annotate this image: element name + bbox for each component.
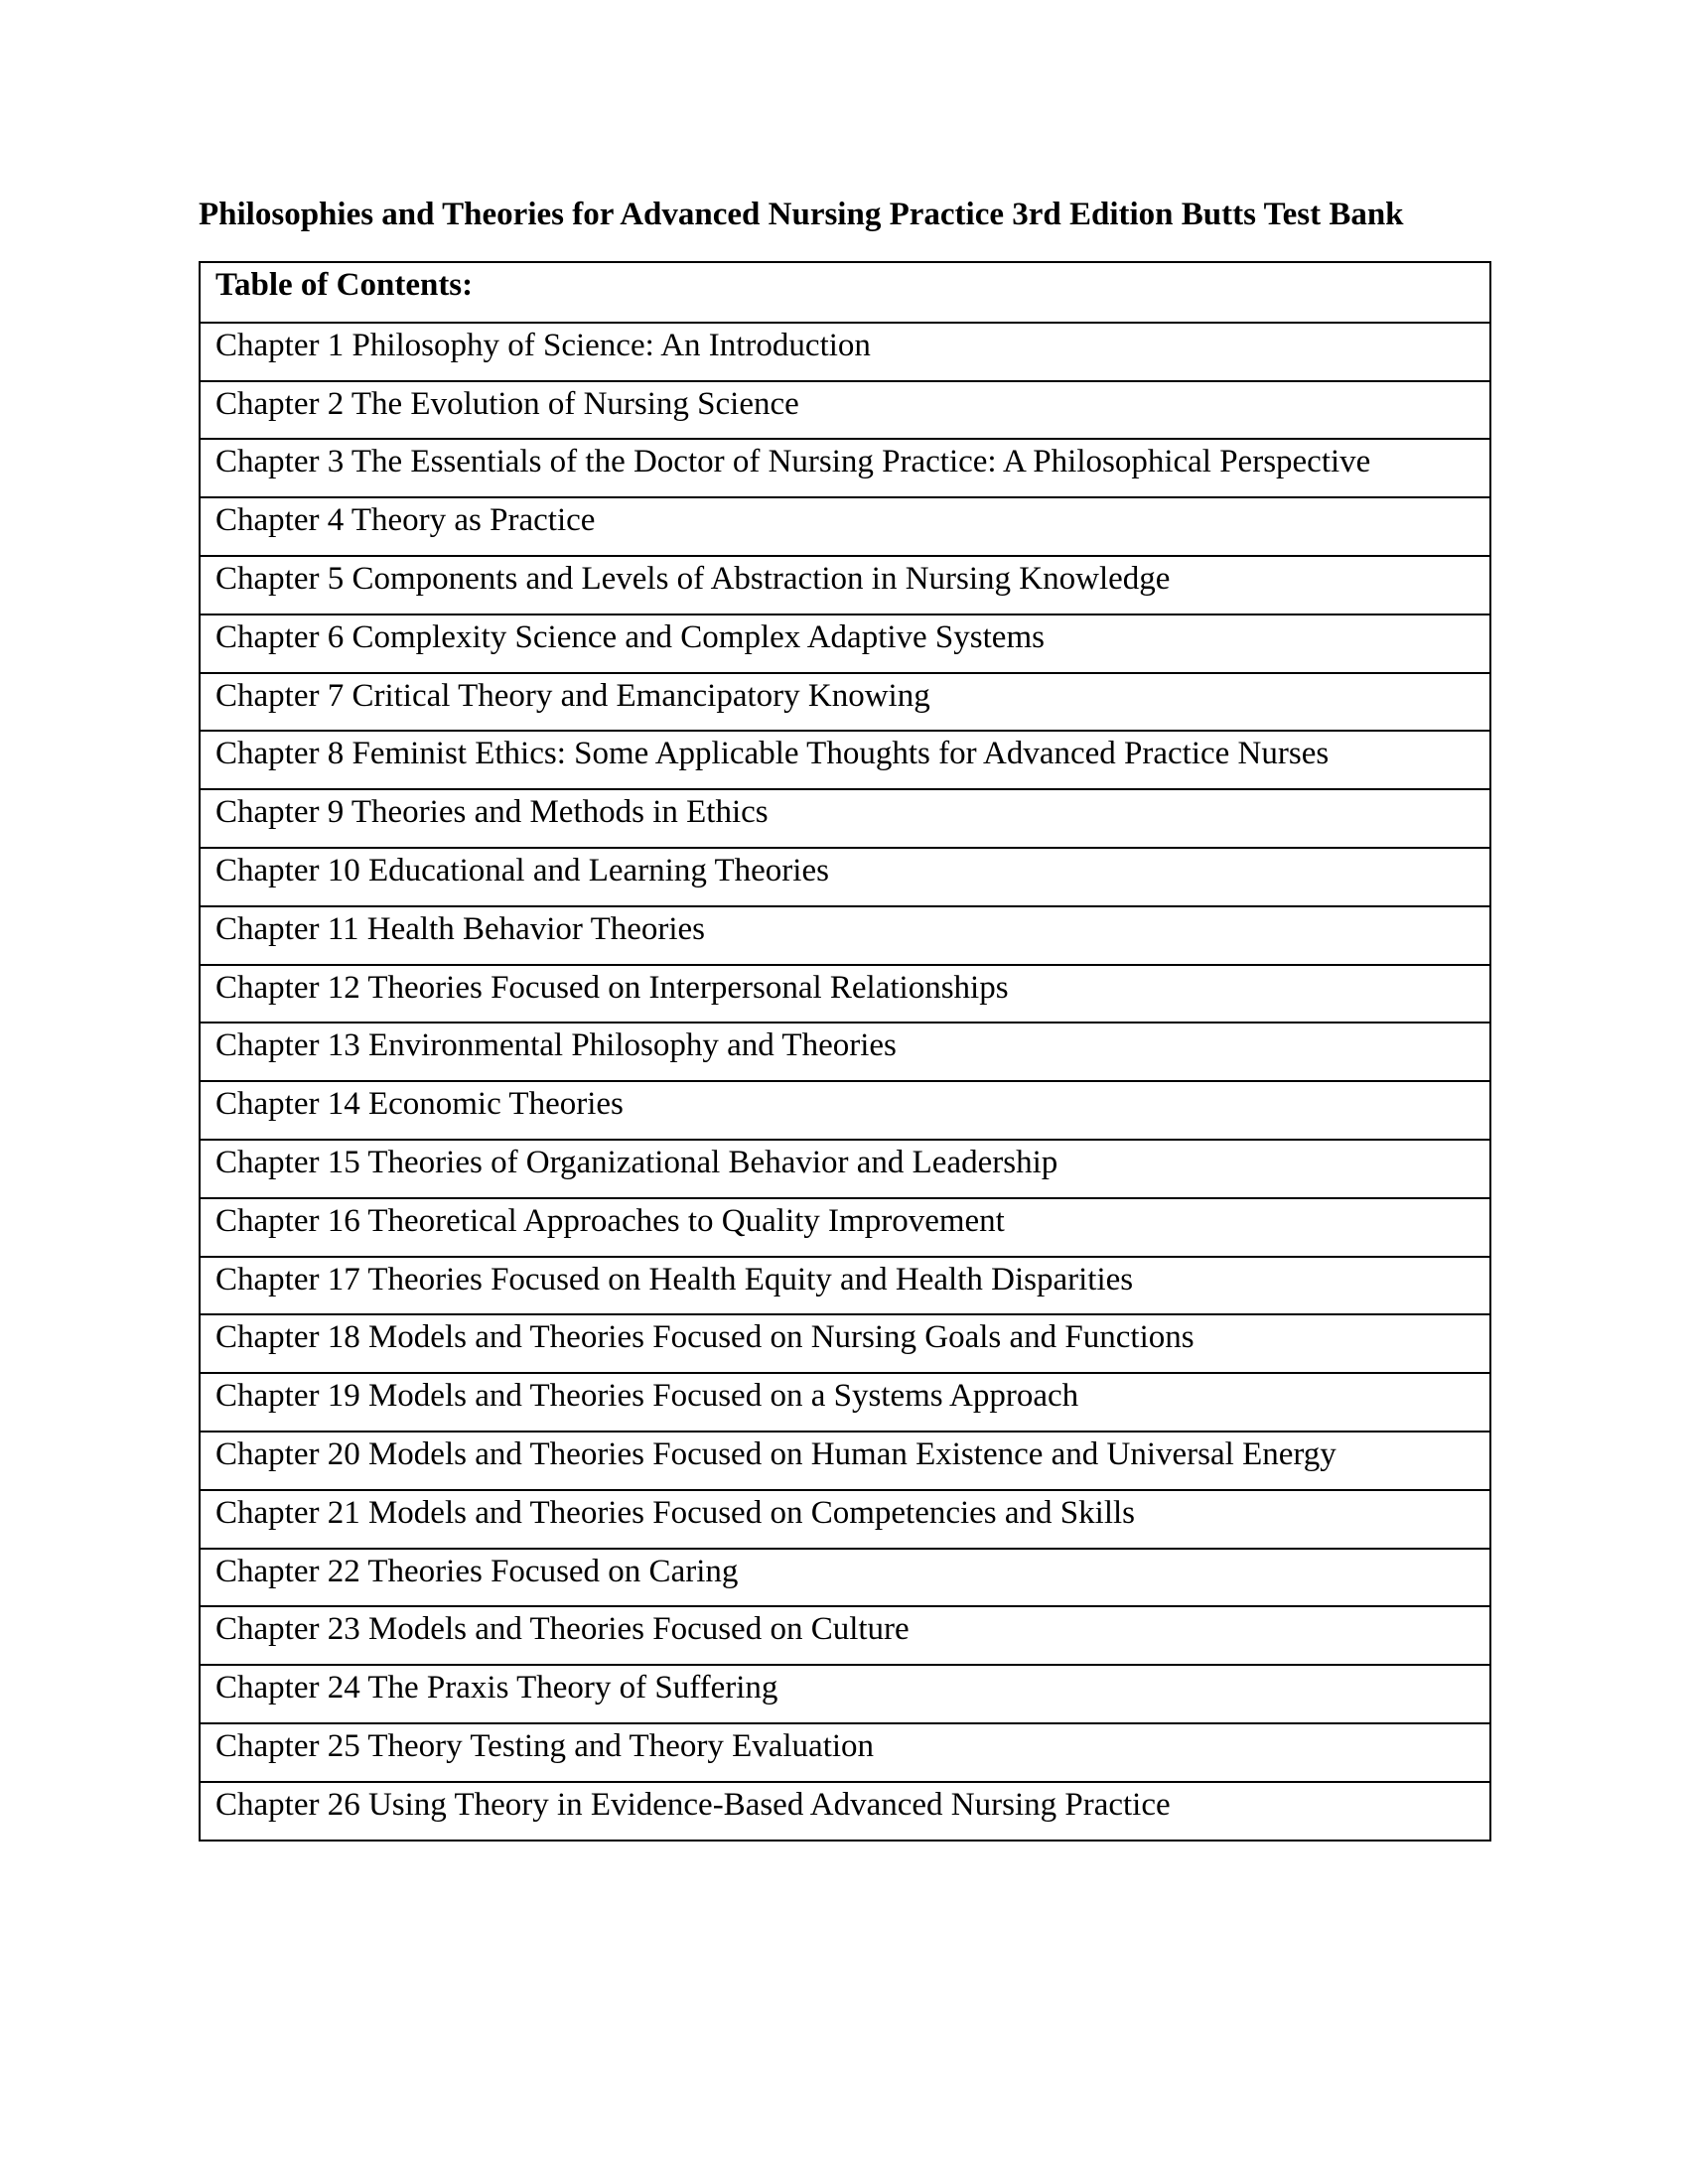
- toc-chapter-row: Chapter 11 Health Behavior Theories: [201, 905, 1489, 964]
- toc-chapter-row: Chapter 20 Models and Theories Focused on Human Existence and Universal Energy: [201, 1431, 1489, 1489]
- toc-chapter-row: Chapter 14 Economic Theories: [201, 1080, 1489, 1139]
- toc-chapter-row: Chapter 8 Feminist Ethics: Some Applicable Thoughts for Advanced Practice Nurses: [201, 730, 1489, 788]
- toc-chapter-row: Chapter 13 Environmental Philosophy and Theories: [201, 1022, 1489, 1080]
- toc-chapter-row: Chapter 10 Educational and Learning Theories: [201, 847, 1489, 905]
- toc-chapter-row: Chapter 22 Theories Focused on Caring: [201, 1548, 1489, 1606]
- toc-chapter-row: Chapter 24 The Praxis Theory of Suffering: [201, 1664, 1489, 1722]
- toc-chapter-row: Chapter 19 Models and Theories Focused on a Systems Approach: [201, 1372, 1489, 1431]
- toc-chapter-row: Chapter 12 Theories Focused on Interpersonal Relationships: [201, 964, 1489, 1023]
- toc-chapter-row: Chapter 6 Complexity Science and Complex Adaptive Systems: [201, 614, 1489, 672]
- toc-chapter-row: Chapter 17 Theories Focused on Health Equity and Health Disparities: [201, 1256, 1489, 1314]
- toc-chapter-row: Chapter 7 Critical Theory and Emancipatory Knowing: [201, 672, 1489, 731]
- toc-chapter-row: Chapter 18 Models and Theories Focused on Nursing Goals and Functions: [201, 1313, 1489, 1372]
- toc-chapter-row: Chapter 9 Theories and Methods in Ethics: [201, 788, 1489, 847]
- toc-chapter-row: Chapter 23 Models and Theories Focused on Culture: [201, 1605, 1489, 1664]
- toc-chapter-row: Chapter 5 Components and Levels of Abstraction in Nursing Knowledge: [201, 555, 1489, 614]
- toc-header: Table of Contents:: [215, 267, 474, 303]
- toc-chapter-row: Chapter 4 Theory as Practice: [201, 496, 1489, 555]
- toc-chapter-row: Chapter 15 Theories of Organizational Behavior and Leadership: [201, 1139, 1489, 1197]
- toc-chapter-row: Chapter 16 Theoretical Approaches to Quality Improvement: [201, 1197, 1489, 1256]
- document-title: Philosophies and Theories for Advanced Nursing Practice 3rd Edition Butts Test Bank: [199, 197, 1404, 232]
- toc-chapter-row: Chapter 1 Philosophy of Science: An Introduction: [201, 322, 1489, 380]
- toc-chapter-row: Chapter 25 Theory Testing and Theory Evaluation: [201, 1722, 1489, 1781]
- table-of-contents: [199, 261, 1491, 1842]
- toc-chapter-row: Chapter 26 Using Theory in Evidence-Based Advanced Nursing Practice: [201, 1781, 1489, 1840]
- toc-chapter-row: Chapter 3 The Essentials of the Doctor of Nursing Practice: A Philosophical Perspective: [201, 438, 1489, 496]
- toc-chapter-row: Chapter 21 Models and Theories Focused on Competencies and Skills: [201, 1489, 1489, 1548]
- toc-chapter-row: Chapter 2 The Evolution of Nursing Science: [201, 380, 1489, 439]
